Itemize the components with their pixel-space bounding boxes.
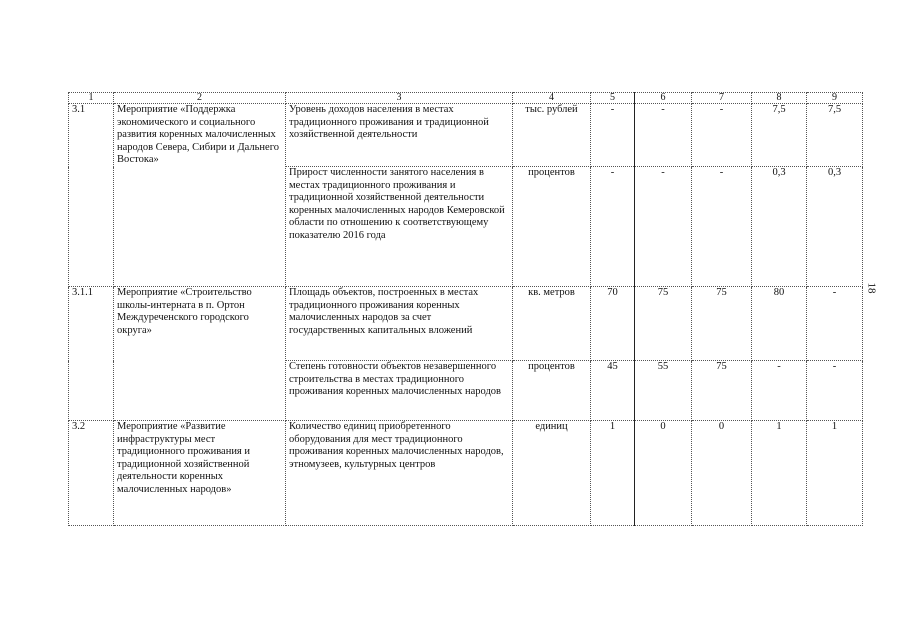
- indicator-unit: процентов: [513, 167, 591, 287]
- header-cell: 4: [513, 93, 591, 104]
- value-cell: 75: [692, 287, 752, 361]
- value-cell: 0,3: [807, 167, 863, 287]
- value-cell: 80: [752, 287, 807, 361]
- table-row: [69, 287, 863, 361]
- value-cell: -: [692, 167, 752, 287]
- table-row: [69, 104, 863, 167]
- header-cell: 9: [807, 93, 863, 104]
- header-cell: 6: [635, 93, 692, 104]
- page-number: 18: [865, 282, 878, 294]
- value-cell: 70: [591, 287, 635, 361]
- indicator-name: Количество единиц приобретенного оборудования для мест традиционного проживания коренных малочисленных народов, этномузеев, культурных центров: [286, 421, 513, 526]
- header-row: [69, 93, 863, 104]
- header-cell: 5: [591, 93, 635, 104]
- value-cell: 75: [692, 361, 752, 421]
- value-cell: 7,5: [807, 104, 863, 167]
- row-number: 3.1: [69, 104, 114, 287]
- indicator-unit: единиц: [513, 421, 591, 526]
- value-cell: 7,5: [752, 104, 807, 167]
- value-cell: -: [635, 104, 692, 167]
- value-cell: 0: [692, 421, 752, 526]
- value-cell: 1: [591, 421, 635, 526]
- indicator-name: Площадь объектов, построенных в местах традиционного проживания коренных малочисленных народов за счет государственных капитальных вложений: [286, 287, 513, 361]
- value-cell: 0,3: [752, 167, 807, 287]
- measure-name: Мероприятие «Строительство школы-интерната в п. Ортон Междуреченского городского округа»: [114, 287, 286, 421]
- header-cell: 1: [69, 93, 114, 104]
- value-cell: 0: [635, 421, 692, 526]
- indicator-unit: тыс. рублей: [513, 104, 591, 167]
- value-cell: -: [807, 361, 863, 421]
- value-cell: -: [692, 104, 752, 167]
- indicator-name: Уровень доходов населения в местах традиционного проживания и традиционной хозяйственной деятельности: [286, 104, 513, 167]
- row-number: 3.1.1: [69, 287, 114, 421]
- value-cell: -: [807, 287, 863, 361]
- indicator-unit: кв. метров: [513, 287, 591, 361]
- indicator-unit: процентов: [513, 361, 591, 421]
- header-cell: 2: [114, 93, 286, 104]
- measure-name: Мероприятие «Развитие инфраструктуры мест традиционного проживания и традиционной хозяйственной деятельности коренных малочисленных народов»: [114, 421, 286, 526]
- value-cell: -: [591, 104, 635, 167]
- indicator-name: Прирост численности занятого населения в местах традиционного проживания и традиционной хозяйственной деятельности коренных малочисленных народов Кемеровской области по отношению к соответствующему показателю 2016 года: [286, 167, 513, 287]
- value-cell: 1: [752, 421, 807, 526]
- indicators-table: [68, 92, 863, 526]
- value-cell: -: [591, 167, 635, 287]
- table-row: [69, 421, 863, 526]
- header-cell: 8: [752, 93, 807, 104]
- value-cell: 45: [591, 361, 635, 421]
- measure-name: Мероприятие «Поддержка экономического и социального развития коренных малочисленных народов Севера, Сибири и Дальнего Востока»: [114, 104, 286, 287]
- value-cell: 75: [635, 287, 692, 361]
- value-cell: 1: [807, 421, 863, 526]
- header-cell: 3: [286, 93, 513, 104]
- header-cell: 7: [692, 93, 752, 104]
- value-cell: -: [635, 167, 692, 287]
- row-number: 3.2: [69, 421, 114, 526]
- value-cell: -: [752, 361, 807, 421]
- value-cell: 55: [635, 361, 692, 421]
- indicator-name: Степень готовности объектов незавершенного строительства в местах традиционного проживания коренных малочисленных народов: [286, 361, 513, 421]
